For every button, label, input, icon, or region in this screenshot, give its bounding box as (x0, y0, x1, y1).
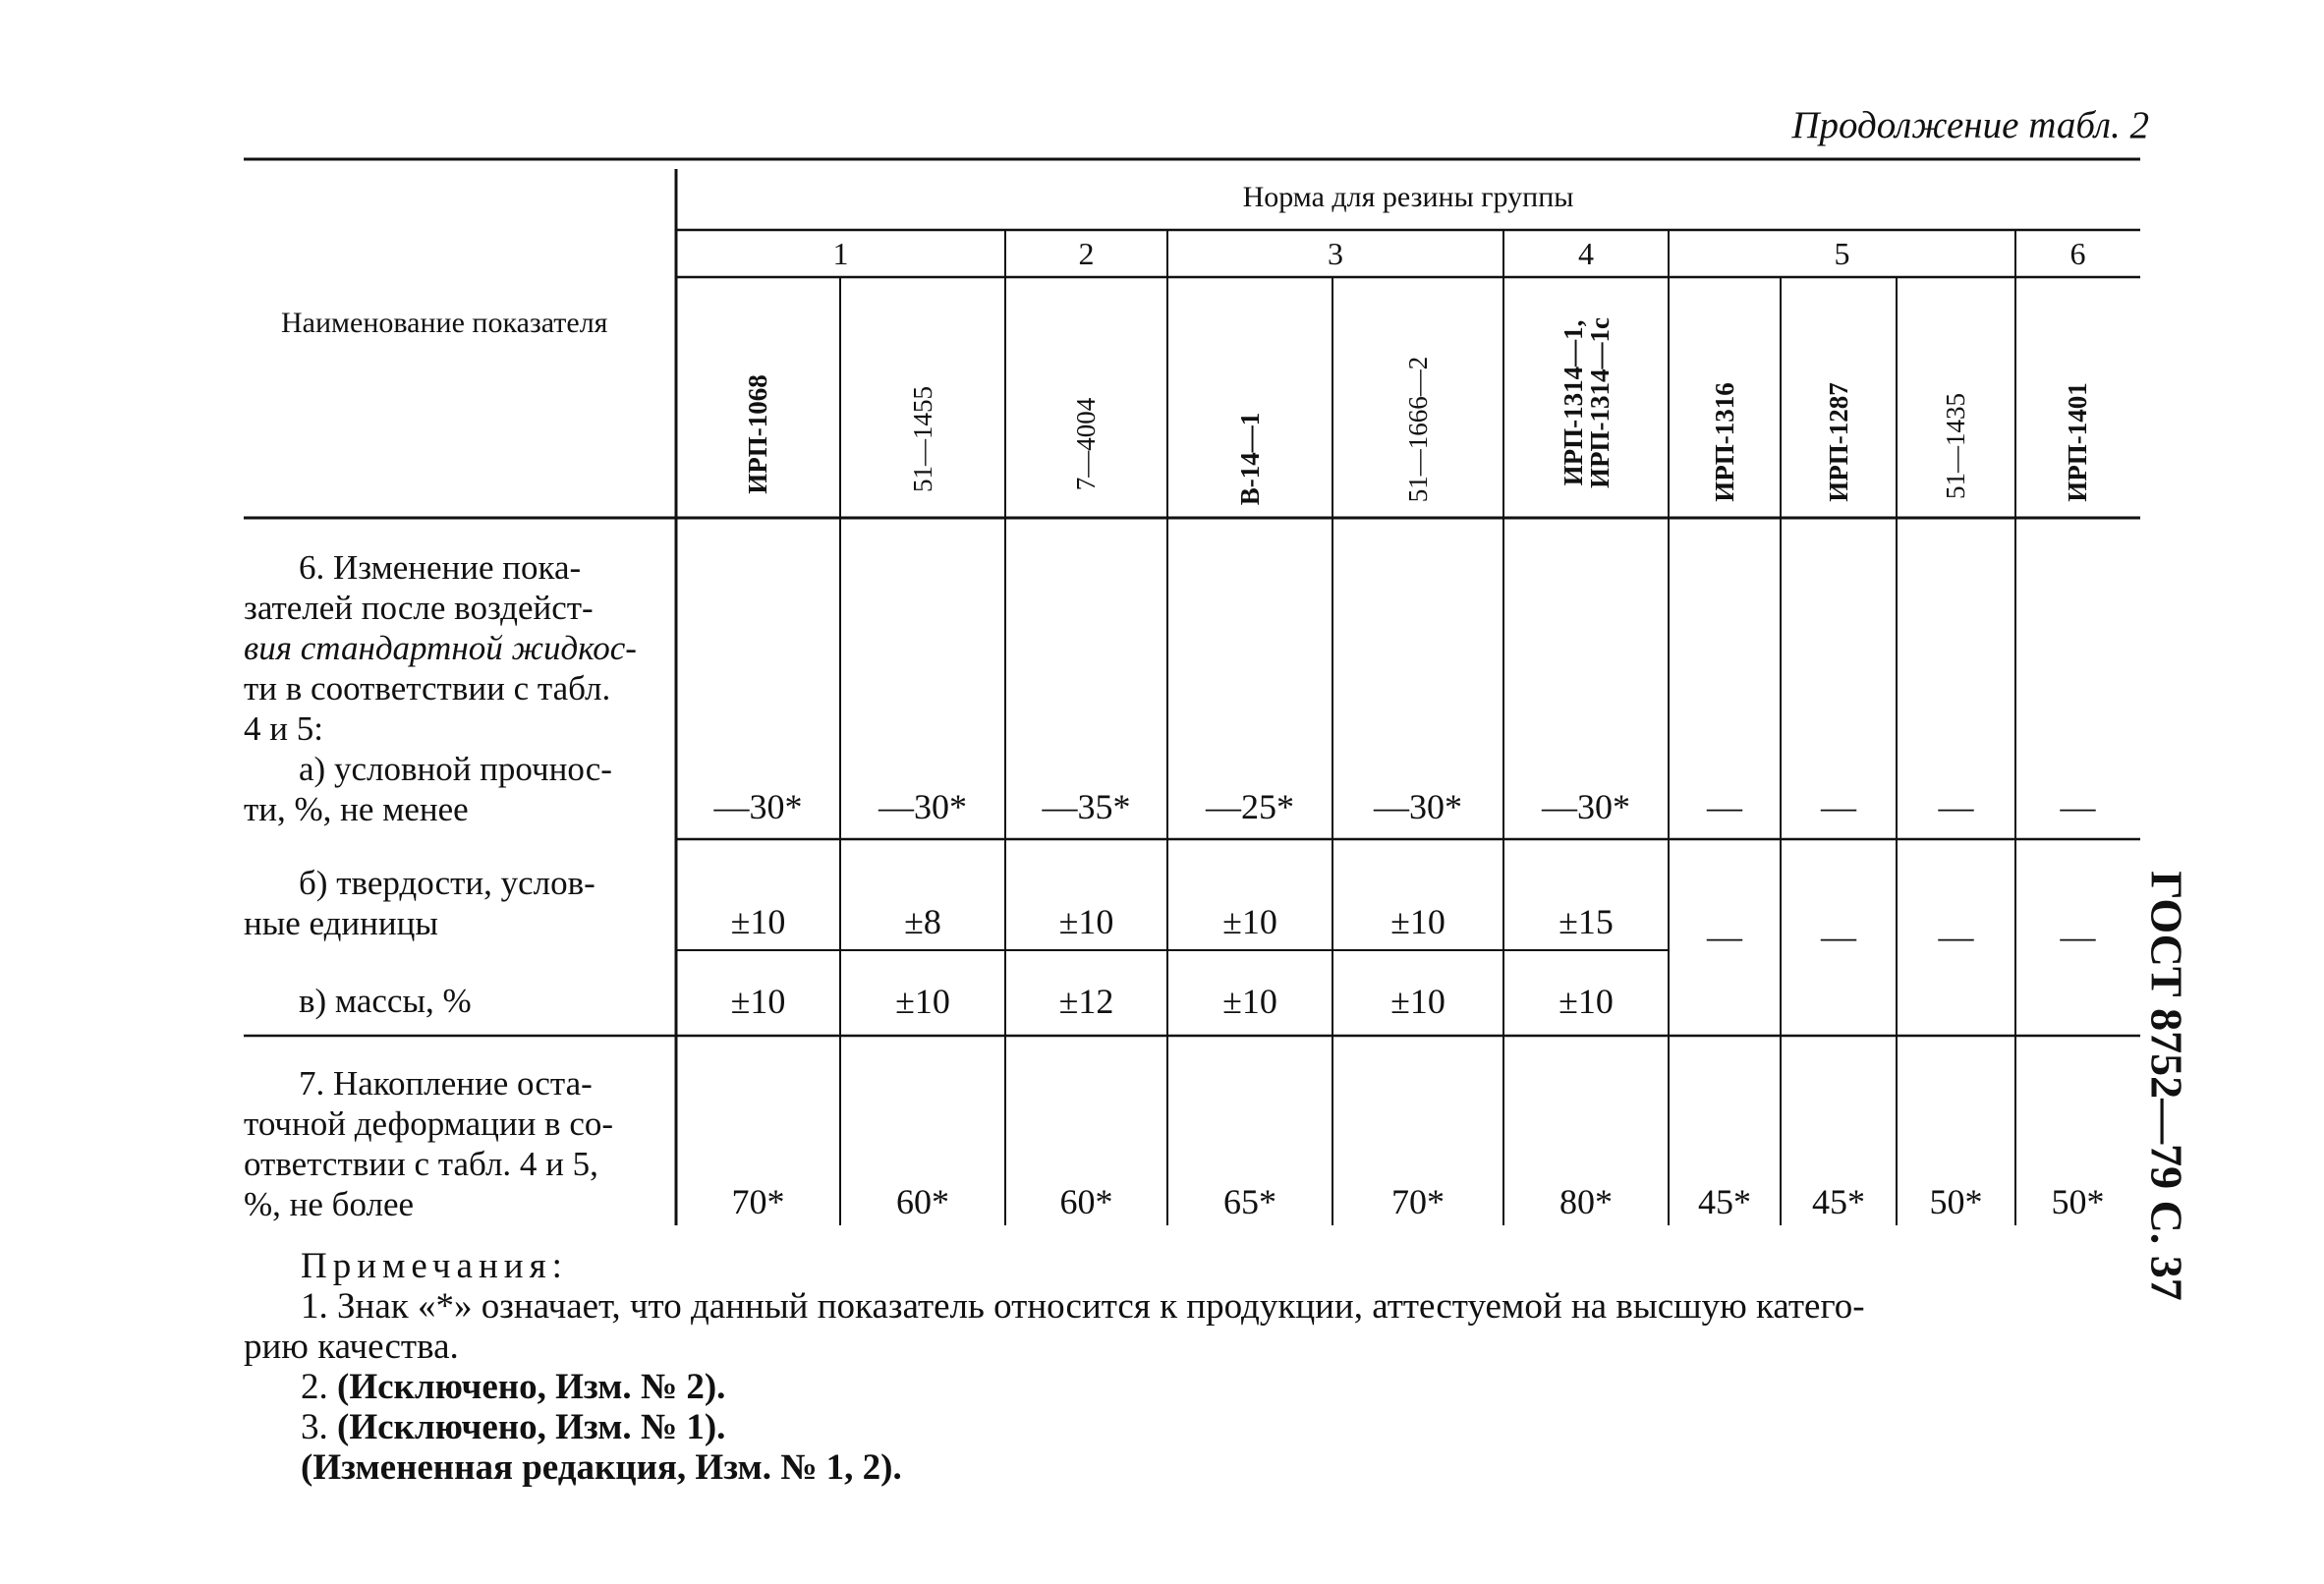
row-label-line: б) твердости, услов- (299, 864, 595, 902)
value-cell: ±12 (1058, 982, 1114, 1021)
row-label-line: 7. Накопление оста- (299, 1064, 593, 1103)
data-table (244, 159, 2140, 1225)
column-header: ИРП-1316 (1709, 382, 1739, 502)
column-header: 51—1435 (1940, 393, 1970, 499)
value-cell: 70* (731, 1182, 785, 1221)
value-cell: 70* (1391, 1182, 1445, 1221)
merged-value-cell: — (2060, 917, 2096, 956)
row-label-line: в) массы, % (299, 982, 472, 1020)
row-label-line: точной деформации в со- (244, 1104, 614, 1143)
document-code-sidebar: ГОСТ 8752—79 С. 37 (2141, 871, 2192, 1301)
note-2-text: (Исключено, Изм. № 2). (337, 1367, 726, 1407)
value-cell: ±15 (1559, 902, 1614, 941)
value-cell: 45* (1698, 1182, 1751, 1221)
column-header: ИРП-1314—1, (1558, 319, 1588, 486)
continuation-title: Продолжение табл. 2 (1791, 104, 2149, 146)
value-cell: 50* (1929, 1182, 1983, 1221)
note-3-number: 3. (301, 1407, 337, 1447)
value-cell: —25* (1206, 787, 1294, 826)
value-cell: 65* (1223, 1182, 1276, 1221)
note-1-line-1: 1. Знак «*» означает, что данный показатель относится к продукции, аттестуемой на высшую катего- (301, 1286, 1865, 1327)
group-number: 6 (2069, 236, 2086, 271)
value-cell: ±8 (904, 902, 941, 941)
column-header: ИРП-1068 (742, 374, 772, 494)
value-cell: 80* (1559, 1182, 1613, 1221)
merged-value-cell: — (1938, 917, 1974, 956)
note-2 (301, 1367, 1865, 1407)
value-cell: ±10 (1222, 902, 1277, 941)
notes-block (244, 1246, 1865, 1488)
value-cell: ±10 (1058, 902, 1114, 941)
column-header: 51—1455 (907, 386, 937, 492)
row-label-6v (244, 981, 656, 1021)
value-cell: —30* (1374, 787, 1462, 826)
row-label-6 (244, 547, 656, 829)
column-header: В-14—1 (1234, 412, 1265, 506)
row-label-line: 4 и 5: (244, 709, 323, 748)
norm-header: Норма для резины группы (1242, 181, 1574, 213)
row-label-line: ные единицы (244, 904, 438, 942)
value-cell: 50* (2051, 1182, 2105, 1221)
column-header: ИРП-1314—1с (1584, 317, 1615, 488)
group-number: 2 (1078, 236, 1095, 271)
value-cell: —35* (1042, 787, 1131, 826)
amended-edition-note: (Измененная редакция, Изм. № 1, 2). (301, 1447, 902, 1488)
group-number: 5 (1834, 236, 1850, 271)
note-3-text: (Исключено, Изм. № 1). (337, 1407, 726, 1447)
value-cell: ±10 (1559, 982, 1614, 1021)
group-number: 4 (1578, 236, 1594, 271)
value-cell: 60* (896, 1182, 949, 1221)
row-label-line: 6. Изменение пока- (299, 548, 582, 587)
value-cell: — (1938, 787, 1974, 826)
value-cell: 60* (1059, 1182, 1113, 1221)
value-cell: ±10 (1390, 982, 1445, 1021)
value-cell: —30* (1542, 787, 1630, 826)
value-cell: ±10 (895, 982, 950, 1021)
value-cell: —30* (713, 787, 803, 826)
group-number: 1 (832, 236, 849, 271)
parameter-header: Наименование показателя (281, 307, 608, 339)
column-header: 7—4004 (1070, 397, 1101, 491)
value-cell: —30* (879, 787, 967, 826)
notes-heading: Примечания: (301, 1246, 568, 1286)
value-cell: — (1821, 787, 1856, 826)
row-label-line: %, не более (244, 1185, 415, 1223)
value-cell: — (2060, 787, 2096, 826)
value-cell: ±10 (730, 902, 786, 941)
group-number: 3 (1328, 236, 1343, 271)
value-cell: ±10 (730, 982, 786, 1021)
column-header: ИРП-1401 (2062, 382, 2092, 502)
note-1-line-2: рию качества. (244, 1327, 459, 1367)
row-label-line: зателей после воздейст- (244, 589, 594, 627)
column-header: 51—1666—2 (1402, 356, 1433, 503)
row-label-6b (244, 863, 656, 943)
value-cell: ±10 (1390, 902, 1445, 941)
merged-value-cell: — (1821, 917, 1856, 956)
row-label-line: а) условной прочнос- (299, 750, 612, 788)
value-cell: 45* (1812, 1182, 1865, 1221)
value-cell: — (1707, 787, 1742, 826)
row-label-line: вия стандартной жидкос- (244, 629, 637, 667)
row-label-line: ти, %, не менее (244, 790, 469, 828)
merged-value-cell: — (1707, 917, 1742, 956)
column-header: ИРП-1287 (1823, 382, 1853, 502)
row-label-line: ответствии с табл. 4 и 5, (244, 1145, 598, 1183)
note-3 (301, 1407, 1865, 1447)
row-label-line: ти в соответствии с табл. (244, 669, 611, 707)
value-cell: ±10 (1222, 982, 1277, 1021)
row-label-7 (244, 1063, 656, 1224)
note-2-number: 2. (301, 1367, 337, 1407)
